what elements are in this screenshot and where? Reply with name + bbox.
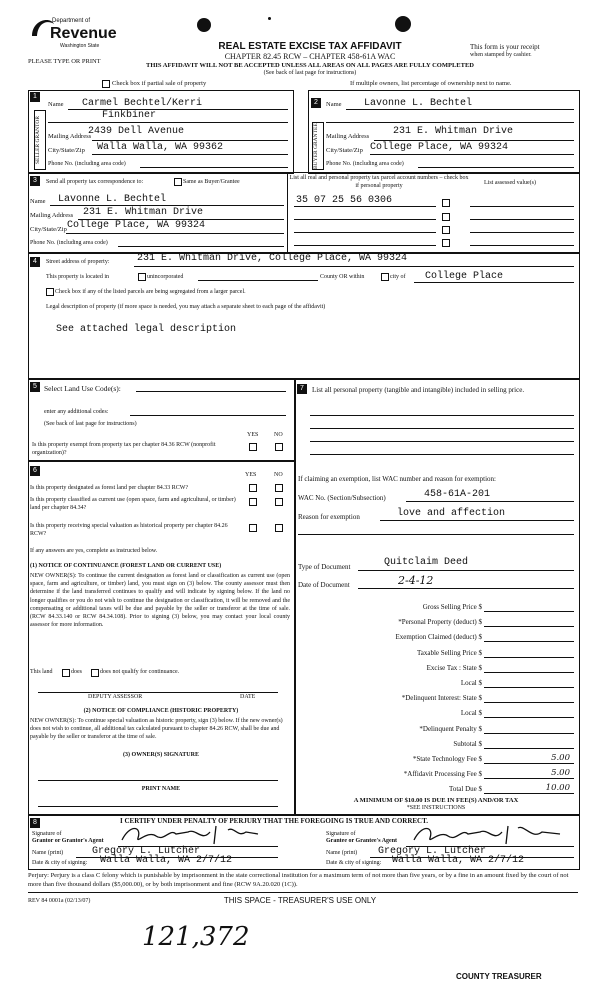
hole-punch-left-icon (197, 18, 211, 32)
see-instructions-note: *SEE INSTRUCTIONS (406, 805, 466, 811)
parcel-number[interactable]: 35 07 25 56 0306 (296, 195, 393, 206)
buyer-phone-line (418, 167, 574, 168)
fee-line (484, 641, 574, 642)
seller-name-line-2 (48, 122, 288, 123)
fee-line (484, 672, 574, 673)
section-1-number: 1 (30, 92, 40, 102)
seller-name-2[interactable]: Finkbiner (102, 110, 157, 121)
legal-label: Legal description of property (if more space is needed, you may attach a separate sheet to each page of the affidavit) (46, 304, 326, 310)
if-any-note: If any answers are yes, complete as instructed below. (30, 548, 158, 554)
grantor-date-city-label: Date & city of signing: (32, 860, 88, 866)
unincorporated-label: unincorporated (147, 274, 184, 280)
doc-date-label: Date of Document (298, 581, 350, 589)
land-use-line (136, 391, 286, 392)
form-chapter: CHAPTER 82.45 RCW – CHAPTER 458-61A WAC (224, 52, 396, 61)
city-line (414, 282, 574, 283)
seller-address-label: Mailing Address (48, 133, 92, 140)
parcel-line-4 (294, 245, 436, 246)
historic-yes-checkbox[interactable] (249, 524, 257, 532)
seller-name-label: Name (48, 101, 64, 108)
buyer-side-label: BUYER GRANTEE (312, 122, 324, 170)
buyer-address-line (374, 140, 574, 141)
parcel-header: List all real and personal property tax parcel account numbers – check box if personal property (289, 175, 469, 189)
fee-label: Excise Tax : State $ (426, 663, 482, 672)
does-qualify-checkbox[interactable] (62, 669, 70, 677)
fee-label: Local $ (460, 679, 482, 687)
fee-label: *Delinquent Interest: State $ (401, 694, 482, 703)
segregated-checkbox[interactable] (46, 288, 54, 296)
perjury-statement: Perjury: Perjury is a class C felony which is punishable by imprisonment in the state correctional institution for a maximum term of not more than five years, or by a fine in an amount fixed by the court of not more than five thousand dollars ($5,000.00), or by both imprisonment and fine (RCW 9A.20.020 (1C)). (28, 872, 569, 888)
same-as-buyer-checkbox[interactable] (174, 178, 182, 186)
hole-punch-right-icon (395, 16, 411, 32)
buyer-name-line (346, 109, 574, 110)
seller-address[interactable]: 2439 Dell Avenue (88, 126, 185, 137)
receipt-note-2: when stamped by cashier. (470, 52, 532, 58)
assessed-line-2 (470, 219, 574, 220)
wac-number[interactable]: 458-61A-201 (424, 489, 491, 500)
additional-codes-line (130, 415, 286, 416)
city-of-label: city of (390, 274, 406, 280)
multiple-owners-note: If multiple owners, list percentage of ownership next to name. (350, 80, 512, 87)
s3-divider (287, 172, 288, 252)
buyer-city-label: City/State/Zip (326, 147, 363, 154)
fee-line (484, 793, 574, 794)
personal-property-label: List all personal property (tangible and intangible) included in selling price. (312, 386, 525, 394)
s3-address-label: Mailing Address (30, 212, 74, 219)
current-use-yes-checkbox[interactable] (249, 498, 257, 506)
fee-label: Gross Selling Price $ (422, 603, 482, 611)
fee-line (484, 763, 574, 764)
street-address[interactable]: 231 E. Whitman Drive, College Place, WA 99324 (137, 253, 408, 264)
section-7 (294, 378, 580, 816)
parcel-line-1 (294, 206, 436, 207)
seller-phone-line (140, 167, 288, 168)
s3-name-line (50, 205, 284, 206)
s3-city-line (66, 233, 284, 234)
minimum-note: A MINIMUM OF $10.00 IS DUE IN FEE(S) AND/OR TAX (353, 797, 519, 804)
fee-line (484, 733, 574, 734)
send-correspondence-label: Send all property tax correspondence to: (46, 179, 144, 185)
reason-line-2 (298, 534, 574, 535)
fee-label: Taxable Selling Price $ (416, 648, 482, 657)
buyer-name[interactable]: Lavonne L. Bechtel (364, 98, 473, 109)
personal-line-4 (310, 454, 574, 455)
s3-city-label: City/State/Zip (30, 226, 67, 233)
fee-line (484, 748, 574, 749)
continuance-text: NEW OWNER(S): To continue the current designation as forest land or classification as current use (open space, farm and agriculture, or timber) land, you must sign on (3) below. The county assessor must then determine if the land transferred continues to qualify and will indicate by signing below. If the land no longer qualifies or you do not wish to continue the designation or classification, it will be removed and the compensating or additional taxes will be due and payable by the seller or transferor at the time of sale. (RCW 84.33.140 or RCW 84.34.108). Prior to signing (3) below, you may contact your local county assessor for more information. (30, 573, 290, 629)
exempt-no-checkbox[interactable] (275, 443, 283, 451)
buyer-name-label: Name (326, 101, 342, 108)
treasurer-handwritten-number: 121,372 (142, 922, 250, 952)
doc-type-line (358, 570, 574, 571)
city-of-checkbox[interactable] (381, 273, 389, 281)
rev-number: REV 84 0001a (02/13/07) (28, 898, 91, 904)
fee-value[interactable]: 5.00 (551, 768, 570, 779)
does-not-qualify-checkbox[interactable] (91, 669, 99, 677)
assessed-line-3 (470, 232, 574, 233)
seller-city-label: City/State/Zip (48, 147, 85, 154)
parcel-line-3 (294, 232, 436, 233)
located-label: This property is located in (46, 274, 109, 280)
owner-signature-label: (3) OWNER(S) SIGNATURE (123, 752, 199, 758)
forest-no-checkbox[interactable] (275, 484, 283, 492)
seller-name-line (68, 109, 288, 110)
print-note: PLEASE TYPE OR PRINT (28, 58, 101, 65)
s5-see-back: (See back of last page for instructions) (44, 421, 137, 427)
reason-label: Reason for exemption (298, 513, 360, 521)
fee-line (484, 687, 574, 688)
buyer-city[interactable]: College Place, WA 99324 (370, 142, 509, 153)
fee-label: Total Due $ (449, 785, 482, 794)
seller-address-line (92, 140, 288, 141)
reason-line (380, 520, 574, 521)
parcel-2-checkbox[interactable] (442, 213, 450, 221)
historic-question: Is this property receiving special valuation as historical property per chapter 84.26 RCW? (30, 523, 228, 537)
parcel-4-checkbox[interactable] (442, 239, 450, 247)
doc-type-label: Type of Document (298, 563, 351, 571)
buyer-address[interactable]: 231 E. Whitman Drive (393, 126, 514, 137)
personal-line-1 (310, 415, 574, 416)
footer-divider (28, 892, 578, 893)
logo: Department of Revenue Washington State (28, 14, 118, 58)
section-4-number: 4 (30, 257, 40, 267)
assessor-sig-line (38, 692, 278, 693)
wac-line (406, 501, 574, 502)
certify-statement: I CERTIFY UNDER PENALTY OF PERJURY THAT THE FOREGOING IS TRUE AND CORRECT. (120, 817, 429, 825)
grantee-name-label: Name (print) (326, 850, 358, 856)
s3-name[interactable]: Lavonne L. Bechtel (58, 194, 167, 205)
continuance-title: (1) NOTICE OF CONTINUANCE (FOREST LAND OR CURRENT USE) (30, 563, 222, 569)
section-8-number: 8 (30, 818, 40, 828)
treasurer-space-label: THIS SPACE - TREASURER'S USE ONLY (223, 896, 377, 905)
parcel-3-checkbox[interactable] (442, 226, 450, 234)
doc-type[interactable]: Quitclaim Deed (384, 557, 469, 568)
s3-name-label: Name (30, 198, 46, 205)
buyer-phone-label: Phone No. (including area code) (326, 161, 404, 167)
grantor-name[interactable]: Gregory L. Lutcher (92, 846, 201, 857)
s3-phone-line (118, 246, 284, 247)
additional-codes-label: enter any additional codes: (44, 409, 109, 415)
grantor-sig-label-2: Grantor or Grantor's Agent (32, 838, 104, 844)
historic-no-checkbox[interactable] (275, 524, 283, 532)
grantee-date-city-label: Date & city of signing: (326, 860, 382, 866)
segregated-label: Check box if any of the listed parcels are being segregated from a larger parcel. (55, 289, 246, 295)
s5-yes-header: YES (247, 432, 259, 438)
property-city[interactable]: College Place (425, 271, 504, 282)
compliance-text: NEW OWNER(S): To continue special valuation as historic property, sign (3) below. If the new owner(s) does not wish to continue, all additional tax calculated pursuant to chapter 84.26 RCW, shall be due and payable by the seller or transferor at the time of sale. (30, 718, 283, 741)
grantee-name[interactable]: Gregory L. Lutcher (378, 846, 487, 857)
current-use-question: Is this property classified as current use (open space, farm and agricultural, or timber) land per chapter 84.34? (30, 497, 236, 511)
county-treasurer-label: COUNTY TREASURER (456, 972, 542, 981)
exempt-question: Is this property exempt from property tax per chapter 84.36 RCW (nonprofit organization)? (32, 442, 216, 456)
seller-city-line (92, 154, 288, 155)
assessed-line-1 (470, 206, 574, 207)
fee-line (484, 702, 574, 703)
grantee-date-city[interactable]: Walla Walla, WA 2/7/12 (392, 855, 525, 866)
exemption-reason[interactable]: love and affection (397, 508, 506, 519)
partial-sale-label: Check box if partial sale of property (112, 80, 207, 87)
s5-no-header: NO (274, 432, 283, 438)
personal-line-2 (310, 428, 574, 429)
print-name-sig-line (38, 780, 278, 781)
fee-line (484, 626, 574, 627)
section-7-number: 7 (297, 384, 307, 394)
fee-label: *Personal Property (deduct) $ (398, 618, 482, 627)
grantor-signature-icon (118, 822, 268, 848)
assessed-header: List assessed value(s) (484, 180, 536, 186)
does-not-label: does not qualify for continuance. (100, 669, 180, 675)
section-6 (28, 460, 296, 816)
same-as-buyer-label: Same as Buyer/Grantee (183, 179, 240, 185)
street-line (134, 266, 574, 267)
fee-label: *Affidavit Processing Fee $ (403, 770, 482, 779)
current-use-no-checkbox[interactable] (275, 498, 283, 506)
seller-city[interactable]: Walla Walla, WA 99362 (97, 142, 224, 153)
parcel-1-checkbox[interactable] (442, 199, 450, 207)
speck (268, 17, 271, 20)
s6-no-header: NO (274, 472, 283, 478)
form-title: REAL ESTATE EXCISE TAX AFFIDAVIT (218, 41, 402, 52)
personal-line-3 (310, 441, 574, 442)
fee-line (484, 778, 574, 779)
fee-value[interactable]: 5.00 (551, 753, 570, 763)
section-2-number: 2 (311, 98, 321, 108)
fee-label: Local $ (460, 709, 482, 718)
county-label: County OR within (320, 274, 365, 280)
fee-line (484, 611, 574, 612)
compliance-title: (2) NOTICE OF COMPLIANCE (HISTORIC PROPERTY) (83, 708, 239, 714)
does-label: does (71, 669, 82, 675)
seller-side-label: SELLER GRANTOR (34, 110, 46, 170)
exemption-label: If claiming an exemption, list WAC number and reason for exemption: (298, 475, 496, 483)
see-back-note: (See back of last page for instructions) (263, 70, 357, 76)
assessed-line-4 (470, 245, 574, 246)
deputy-assessor-label: DEPUTY ASSESSOR (88, 694, 143, 700)
section-5-number: 5 (30, 382, 40, 392)
legal-description[interactable]: See attached legal description (56, 324, 237, 335)
land-use-label: Select Land Use Code(s): (44, 384, 121, 393)
doc-date[interactable]: 2-4-12 (398, 574, 434, 587)
s3-address[interactable]: 231 E. Whitman Drive (83, 207, 204, 218)
street-label: Street address of property: (46, 259, 110, 265)
fee-line (484, 717, 574, 718)
section-3-number: 3 (30, 176, 40, 186)
grantee-signature-icon (410, 822, 570, 848)
fee-label: Subtotal $ (453, 739, 482, 748)
grantee-sig-label-1: Signature of (326, 831, 356, 837)
county-line (198, 280, 318, 281)
grantor-date-city[interactable]: Walla Walla, WA 2/7/12 (100, 855, 233, 866)
fee-label: Exemption Claimed (deduct) $ (395, 633, 482, 642)
seller-phone-label: Phone No. (including area code) (48, 161, 126, 167)
assessor-date-label: DATE (240, 694, 256, 700)
partial-sale-checkbox[interactable] (102, 80, 110, 88)
exempt-yes-checkbox[interactable] (249, 443, 257, 451)
unincorporated-checkbox[interactable] (138, 273, 146, 281)
fee-value[interactable]: 10.00 (545, 783, 570, 794)
form-warning: THIS AFFIDAVIT WILL NOT BE ACCEPTED UNLESS ALL AREAS ON ALL PAGES ARE FULLY COMPLETED (146, 62, 474, 69)
section-6-number: 6 (30, 466, 40, 476)
seller-name-1[interactable]: Carmel Bechtel/Kerri (82, 98, 203, 109)
fee-label: *State Technology Fee $ (412, 755, 482, 763)
fee-label: *Delinquent Penalty $ (419, 724, 482, 733)
s3-city[interactable]: College Place, WA 99324 (67, 220, 206, 231)
forest-question: Is this property designated as forest land per chapter 84.33 RCW? (30, 485, 189, 491)
doc-date-line (358, 588, 574, 589)
forest-yes-checkbox[interactable] (249, 484, 257, 492)
buyer-name-line-2 (326, 122, 574, 123)
grantor-name-label: Name (print) (32, 850, 64, 856)
receipt-note-1: This form is your receipt (470, 43, 540, 51)
s3-phone-label: Phone No. (including area code) (30, 240, 108, 246)
parcel-line-2 (294, 219, 436, 220)
s6-yes-header: YES (245, 472, 257, 478)
grantor-sig-label-1: Signature of (32, 831, 62, 837)
print-name-label: PRINT NAME (141, 786, 181, 792)
this-land-label: This land (30, 669, 53, 675)
buyer-address-label: Mailing Address (326, 133, 370, 140)
fee-line (484, 657, 574, 658)
wac-label: WAC No. (Section/Subsection) (298, 494, 386, 502)
print-name-line (38, 806, 278, 807)
grantee-sig-label-2: Grantee or Grantee's Agent (326, 838, 398, 844)
buyer-city-line (370, 154, 574, 155)
